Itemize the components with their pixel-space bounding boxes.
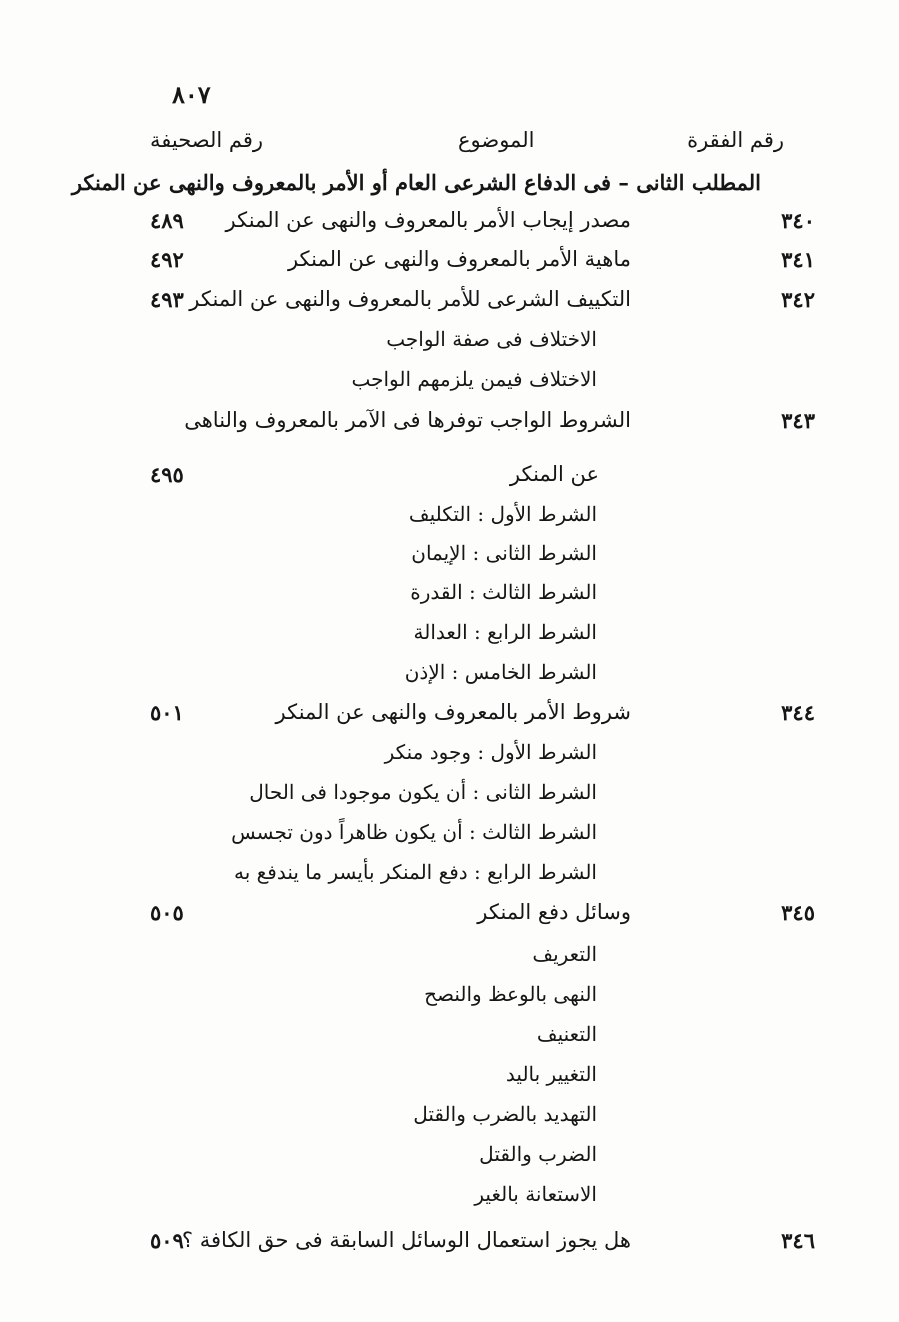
entry-subtitle: التعنيف <box>536 1022 597 1046</box>
paragraph-number: ٣٤٠ <box>781 208 815 233</box>
toc-subrow <box>0 1182 899 1220</box>
toc-subrow <box>0 820 899 858</box>
toc-subrow <box>0 1102 899 1140</box>
entry-subtitle: الاختلاف فى صفة الواجب <box>386 327 597 351</box>
page-number: ٨٠٧ <box>172 80 211 109</box>
toc-subrow <box>0 367 899 405</box>
entry-subtitle: الشرط الثالث : القدرة <box>410 580 597 604</box>
toc-row <box>0 700 899 738</box>
paragraph-number: ٣٤٢ <box>781 287 815 312</box>
toc-row <box>0 1228 899 1266</box>
entry-title: هل يجوز استعمال الوسائل السابقة فى حق الكافة ؟ <box>181 1228 631 1252</box>
entry-title: الشروط الواجب توفرها فى الآمر بالمعروف والناهى <box>184 408 631 432</box>
entry-title: شروط الأمر بالمعروف والنهى عن المنكر <box>275 700 631 724</box>
toc-row <box>0 287 899 325</box>
entry-subtitle: الاستعانة بالغير <box>474 1182 597 1206</box>
entry-page: ٥٠٥ <box>150 900 184 925</box>
header-page-no: رقم الصحيفة <box>150 128 264 152</box>
entry-subtitle: الضرب والقتل <box>479 1142 597 1166</box>
entry-title: ماهية الأمر بالمعروف والنهى عن المنكر <box>287 247 631 271</box>
entry-title: التكييف الشرعى للأمر بالمعروف والنهى عن المنكر <box>189 287 631 311</box>
entry-subtitle: الشرط الرابع : دفع المنكر بأيسر ما يندفع به <box>233 860 597 884</box>
paragraph-number: ٣٤٤ <box>781 700 815 725</box>
entry-subtitle: النهى بالوعظ والنصح <box>424 982 597 1006</box>
entry-page: ٥٠٩ <box>150 1228 184 1253</box>
entry-page: ٤٨٩ <box>150 208 184 233</box>
toc-subrow <box>0 541 899 579</box>
toc-row <box>0 208 899 246</box>
entry-subtitle: الشرط الأول : التكليف <box>408 502 597 526</box>
toc-subrow <box>0 740 899 778</box>
paragraph-number: ٣٤٥ <box>781 900 815 925</box>
paragraph-number: ٣٤٣ <box>781 408 815 433</box>
entry-subtitle: الشرط الأول : وجود منكر <box>384 740 597 764</box>
entry-subtitle: التعريف <box>532 942 597 966</box>
entry-title: وسائل دفع المنكر <box>477 900 631 924</box>
toc-subrow <box>0 327 899 365</box>
entry-subtitle: الشرط الثانى : أن يكون موجودا فى الحال <box>249 780 597 804</box>
entry-subtitle: الشرط الثالث : أن يكون ظاهراً دون تجسس <box>231 820 597 844</box>
header-subject: الموضوع <box>458 128 535 152</box>
toc-subrow <box>0 860 899 898</box>
entry-title-continued: عن المنكر <box>509 462 599 486</box>
entry-subtitle: الاختلاف فيمن يلزمهم الواجب <box>351 367 597 391</box>
toc-subrow <box>0 580 899 618</box>
toc-subrow <box>0 1142 899 1180</box>
paragraph-number: ٣٤١ <box>781 247 815 272</box>
entry-page: ٤٩٣ <box>150 287 184 312</box>
section-title: المطلب الثانى – فى الدفاع الشرعى العام أو الأمر بالمعروف والنهى عن المنكر <box>71 170 761 195</box>
toc-row <box>0 247 899 285</box>
entry-page: ٤٩٢ <box>150 247 184 272</box>
entry-page: ٥٠١ <box>150 700 184 725</box>
toc-subrow <box>0 660 899 698</box>
toc-subrow <box>0 780 899 818</box>
toc-subrow <box>0 1022 899 1060</box>
entry-page: ٤٩٥ <box>150 462 184 487</box>
toc-subrow <box>0 1062 899 1100</box>
entry-subtitle: التغيير باليد <box>505 1062 597 1086</box>
toc-subrow <box>0 502 899 540</box>
toc-subrow <box>0 942 899 980</box>
entry-subtitle: الشرط الثانى : الإيمان <box>411 541 597 565</box>
entry-subtitle: الشرط الخامس : الإذن <box>404 660 597 684</box>
toc-subrow <box>0 982 899 1020</box>
toc-row <box>0 408 899 446</box>
entry-subtitle: التهديد بالضرب والقتل <box>413 1102 597 1126</box>
toc-row <box>0 900 899 938</box>
entry-subtitle: الشرط الرابع : العدالة <box>413 620 597 644</box>
toc-row <box>0 462 899 500</box>
toc-subrow <box>0 620 899 658</box>
header-paragraph-no: رقم الفقرة <box>687 128 784 152</box>
paragraph-number: ٣٤٦ <box>781 1228 815 1253</box>
entry-title: مصدر إيجاب الأمر بالمعروف والنهى عن المنكر <box>225 208 631 232</box>
